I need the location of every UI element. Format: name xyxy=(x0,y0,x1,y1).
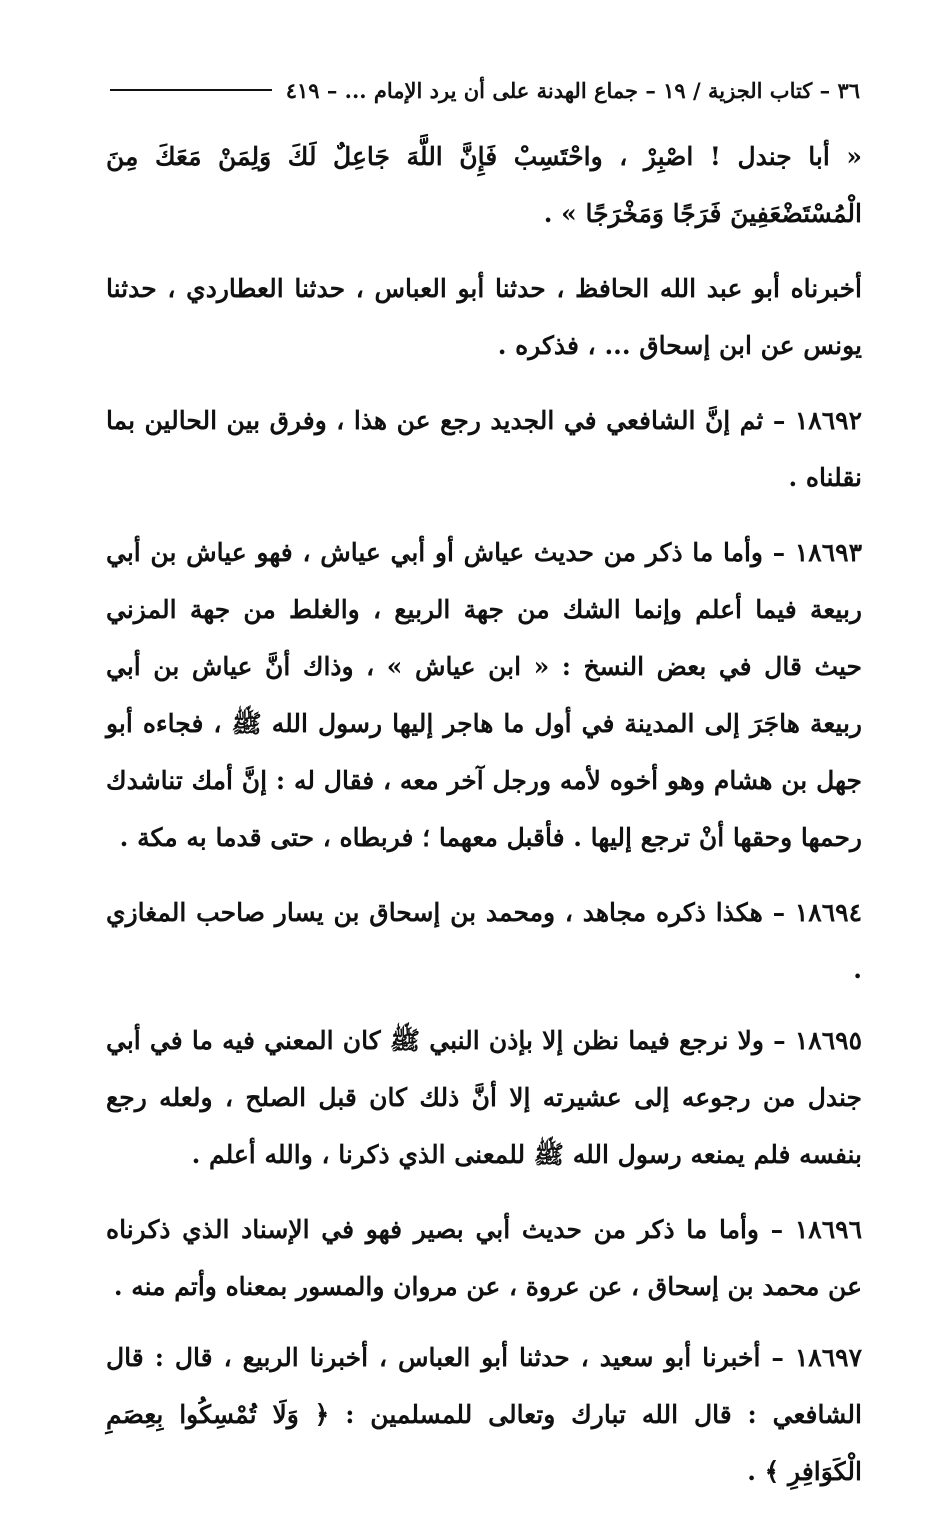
paragraph-18697: ١٨٦٩٧ – أخبرنا أبو سعيد ، حدثنا أبو العباس ، أخبرنا الربيع ، قال : قال الشافعي : قال الله تبارك وتعالى للمسلمين : ﴿ وَلَا تُمْسِكُوا بِعِصَمِ الْكَوَافِرِ ﴾ . xyxy=(106,1343,862,1486)
paragraph-18694: ١٨٦٩٤ – هكذا ذكره مجاهد ، ومحمد بن إسحاق بن يسار صاحب المغازي . xyxy=(106,898,862,984)
paragraph-18696: ١٨٦٩٦ – وأما ما ذكر من حديث أبي بصير فهو في الإسناد الذي ذكرناه عن محمد بن إسحاق ، عن عروة ، عن مروان والمسور بمعناه وأتم منه . xyxy=(106,1215,862,1301)
running-header xyxy=(110,70,860,110)
paragraph-18693: ١٨٦٩٣ – وأما ما ذكر من حديث عياش أو أبي عياش ، فهو عياش بن أبي ربيعة فيما أعلم وإنما الشك من جهة الربيع ، والغلط من جهة المزني حيث قال في بعض النسخ : « ابن عياش » ، وذاك أنَّ عياش بن أبي ربيعة هاجَرَ إلى المدينة في أول ما هاجر إليها رسول الله ﷺ ، فجاءه أبو جهل بن هشام وهو أخوه لأمه ورجل آخر معه ، فقال له : إنَّ أمك تناشدك رحمها وحقها أنْ ترجع إليها . فأقبل معهما ؛ فربطاه ، حتى قدما به مكة . xyxy=(106,538,862,852)
paragraph-isnad: أخبرناه أبو عبد الله الحافظ ، حدثنا أبو العباس ، حدثنا العطاردي ، حدثنا يونس عن ابن إسحاق ... ، فذكره . xyxy=(106,274,862,360)
paragraph-18695: ١٨٦٩٥ – ولا نرجع فيما نظن إلا بإذن النبي ﷺ كان المعني فيه ما في أبي جندل من رجوعه إلى عشيرته إلا أنَّ ذلك كان قبل الصلح ، ولعله رجع بنفسه فلم يمنعه رسول الله ﷺ للمعنى الذي ذكرنا ، والله أعلم . xyxy=(106,1026,862,1169)
paragraph-quote: « أبا جندل ! اصْبِرْ ، واحْتَسِبْ فَإِنَّ اللَّهَ جَاعِلٌ لَكَ وَلِمَنْ مَعَكَ مِنَ الْمُسْتَضْعَفِينَ فَرَجًا وَمَخْرَجًا » . xyxy=(106,142,862,228)
page-body xyxy=(106,128,862,1518)
paragraph-18692: ١٨٦٩٢ – ثم إنَّ الشافعي في الجديد رجع عن هذا ، وفرق بين الحالين بما نقلناه . xyxy=(106,406,862,492)
header-title: ٣٦ – كتاب الجزية / ١٩ – جماع الهدنة على أن يرد الإمام ... – ٤١٩ xyxy=(285,77,860,103)
header-rule xyxy=(110,89,272,91)
